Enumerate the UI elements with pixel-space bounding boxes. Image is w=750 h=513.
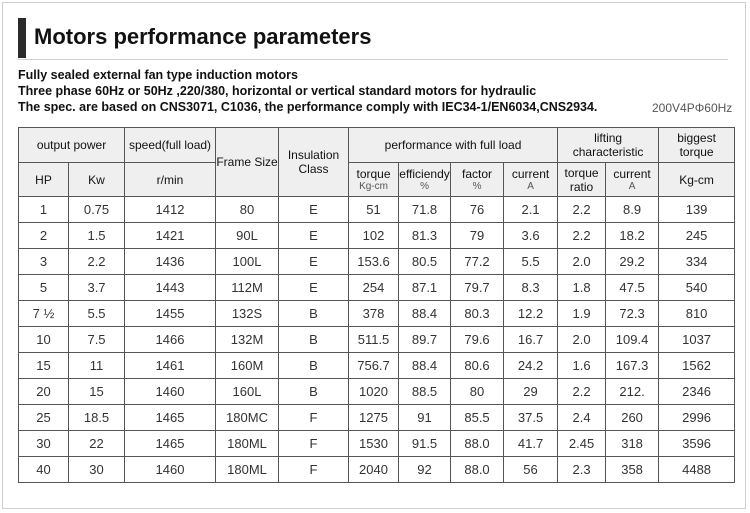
table-cell: 88.4 [399,301,451,327]
header-torque-ratio: torque ratio [558,163,606,197]
header-performance: performance with full load [349,128,558,163]
table-cell: 109.4 [606,327,659,353]
table-cell: 3596 [659,431,735,457]
table-cell: 80.3 [451,301,504,327]
table-cell: 2.2 [558,223,606,249]
header-torque: torque Kg-cm [349,163,399,197]
table-cell: 358 [606,457,659,483]
table-cell: 180MC [216,405,279,431]
table-cell: 1443 [125,275,216,301]
table-cell: 24.2 [504,353,558,379]
header-biggest-torque: biggest torque [659,128,735,163]
table-cell: 72.3 [606,301,659,327]
table-cell: 15 [19,353,69,379]
table-cell: 132M [216,327,279,353]
header-insulation-class: Insulation Class [279,128,349,197]
table-cell: 102 [349,223,399,249]
table-cell: 18.2 [606,223,659,249]
table-cell: 2 [19,223,69,249]
table-cell: 334 [659,249,735,275]
table-cell: 5.5 [69,301,125,327]
table-row [19,327,735,353]
table-cell: 15 [69,379,125,405]
table-cell: 79 [451,223,504,249]
table-cell: 89.7 [399,327,451,353]
description-line-1: Fully sealed external fan type induction motors [18,68,298,82]
table-row [19,379,735,405]
table-cell: 77.2 [451,249,504,275]
table-cell: 254 [349,275,399,301]
table-row [19,301,735,327]
table-cell: 20 [19,379,69,405]
table-cell: 1530 [349,431,399,457]
header-speed: speed(full load) [125,128,216,163]
table-cell: 88.5 [399,379,451,405]
table-row [19,405,735,431]
table-cell: 540 [659,275,735,301]
table-cell: 2.45 [558,431,606,457]
table-cell: 88.0 [451,431,504,457]
table-cell: E [279,197,349,223]
table-cell: B [279,327,349,353]
table-cell: 132S [216,301,279,327]
table-cell: 212. [606,379,659,405]
table-cell: 79.6 [451,327,504,353]
table-cell: 1466 [125,327,216,353]
table-cell: 5.5 [504,249,558,275]
table-cell: 47.5 [606,275,659,301]
table-cell: 29 [504,379,558,405]
table-cell: 80 [216,197,279,223]
table-cell: 3.6 [504,223,558,249]
table-cell: 1421 [125,223,216,249]
table-cell: 378 [349,301,399,327]
table-cell: 51 [349,197,399,223]
table-cell: 2.3 [558,457,606,483]
table-cell: 1.9 [558,301,606,327]
table-cell: 756.7 [349,353,399,379]
table-cell: 2.1 [504,197,558,223]
table-cell: 92 [399,457,451,483]
table-cell: F [279,431,349,457]
table-cell: 1455 [125,301,216,327]
table-cell: 1020 [349,379,399,405]
table-cell: 1460 [125,457,216,483]
table-cell: 29.2 [606,249,659,275]
table-cell: 80.5 [399,249,451,275]
table-cell: 22 [69,431,125,457]
table-cell: 30 [19,431,69,457]
table-cell: 7.5 [69,327,125,353]
table-cell: 18.5 [69,405,125,431]
table-cell: 2.4 [558,405,606,431]
table-cell: 79.7 [451,275,504,301]
table-cell: 318 [606,431,659,457]
table-cell: 245 [659,223,735,249]
header-current: current A [504,163,558,197]
table-cell: 16.7 [504,327,558,353]
table-cell: 81.3 [399,223,451,249]
table-cell: 41.7 [504,431,558,457]
table-cell: 1037 [659,327,735,353]
header-rmin: r/min [125,163,216,197]
table-cell: 2040 [349,457,399,483]
table-cell: 8.3 [504,275,558,301]
table-cell: 80 [451,379,504,405]
table-cell: 37.5 [504,405,558,431]
table-cell: 2346 [659,379,735,405]
table-row [19,457,735,483]
table-cell: 91.5 [399,431,451,457]
description-line-2: Three phase 60Hz or 50Hz ,220/380, horizontal or vertical standard motors for hydraulic [18,84,537,98]
header-hp: HP [19,163,69,197]
table-cell: 1436 [125,249,216,275]
table-cell: 76 [451,197,504,223]
table-cell: 3.7 [69,275,125,301]
table-cell: 88.4 [399,353,451,379]
table-cell: 160M [216,353,279,379]
table-cell: E [279,275,349,301]
table-cell: B [279,301,349,327]
header-biggest-torque-unit: Kg-cm [659,163,735,197]
table-cell: 1 [19,197,69,223]
table-cell: 8.9 [606,197,659,223]
table-cell: 2.0 [558,249,606,275]
header-kw: Kw [69,163,125,197]
table-cell: 80.6 [451,353,504,379]
table-cell: 0.75 [69,197,125,223]
header-output-power: output power [19,128,125,163]
table-cell: 85.5 [451,405,504,431]
table-cell: 2.0 [558,327,606,353]
table-row [19,249,735,275]
header-lift-current: current A [606,163,659,197]
table-cell: F [279,457,349,483]
table-row [19,197,735,223]
performance-table [18,127,735,483]
spec-note: 200V4PΦ60Hz [652,101,733,115]
table-cell: E [279,223,349,249]
table-cell: 167.3 [606,353,659,379]
table-cell: 1.6 [558,353,606,379]
table-cell: 180ML [216,431,279,457]
table-cell: 2.2 [558,197,606,223]
header-efficiency: efficiendy % [399,163,451,197]
table-cell: 71.8 [399,197,451,223]
table-cell: 2996 [659,405,735,431]
table-cell: 1460 [125,379,216,405]
table-cell: 1.5 [69,223,125,249]
table-cell: 1.8 [558,275,606,301]
table-cell: 2.2 [69,249,125,275]
table-cell: 810 [659,301,735,327]
table-cell: 87.1 [399,275,451,301]
table-cell: 1465 [125,405,216,431]
table-cell: 153.6 [349,249,399,275]
table-cell: F [279,405,349,431]
header-factor: factor % [451,163,504,197]
table-cell: 1465 [125,431,216,457]
table-cell: 160L [216,379,279,405]
page-title: Motors performance parameters [34,24,372,49]
table-cell: 4488 [659,457,735,483]
table-cell: 25 [19,405,69,431]
table-cell: 12.2 [504,301,558,327]
table-cell: 7 ½ [19,301,69,327]
table-cell: 11 [69,353,125,379]
table-row [19,353,735,379]
table-cell: 30 [69,457,125,483]
table-row [19,275,735,301]
table-cell: 88.0 [451,457,504,483]
table-cell: 180ML [216,457,279,483]
table-cell: 10 [19,327,69,353]
table-cell: 1562 [659,353,735,379]
table-cell: 139 [659,197,735,223]
table-cell: 2.2 [558,379,606,405]
table-cell: 1412 [125,197,216,223]
table-row [19,431,735,457]
header-lifting: lifting characteristic [558,128,659,163]
title-divider [18,59,728,60]
table-cell: 260 [606,405,659,431]
title-accent-bar [18,18,26,58]
table-cell: 56 [504,457,558,483]
table-cell: 112M [216,275,279,301]
table-cell: 91 [399,405,451,431]
table-cell: 1461 [125,353,216,379]
table-cell: 511.5 [349,327,399,353]
table-row [19,223,735,249]
table-cell: 100L [216,249,279,275]
table-cell: E [279,249,349,275]
table-cell: 40 [19,457,69,483]
table-cell: 1275 [349,405,399,431]
description-line-3: The spec. are based on CNS3071, C1036, the performance comply with IEC34-1/EN6034,CNS2934. [18,100,598,114]
table-cell: 3 [19,249,69,275]
table-cell: B [279,353,349,379]
table-cell: 5 [19,275,69,301]
table-cell: B [279,379,349,405]
table-cell: 90L [216,223,279,249]
header-frame-size: Frame Size [216,128,279,197]
